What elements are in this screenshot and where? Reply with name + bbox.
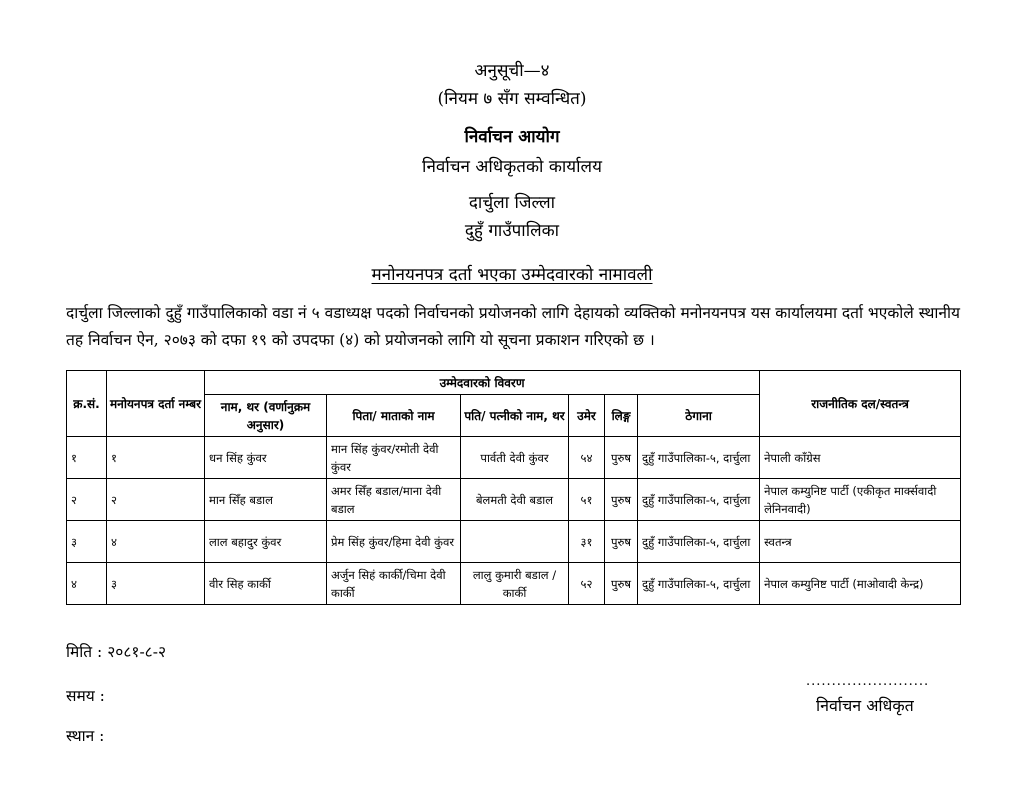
cell-reg-no: ४ [107,521,205,563]
cell-parents: अमर सिँह बडाल/माना देवी बडाल [327,479,461,521]
cell-spouse [461,521,569,563]
signature-line: ........................ [806,674,930,689]
cell-name: वीर सिह कार्की [205,563,327,605]
header-name: नाम, थर (वर्णानुक्रम अनुसार) [205,395,327,437]
office-name: निर्वाचन अधिकृतको कार्यालय [422,157,602,177]
footer-place: स्थान : [66,727,105,745]
cell-serial: ४ [67,563,107,605]
municipality-name: दुहुँ गाउँपालिका [464,221,560,241]
cell-name: मान सिँह बडाल [205,479,327,521]
cell-name: लाल बहादुर कुंवर [205,521,327,563]
header-address: ठेगाना [638,395,760,437]
cell-serial: ३ [67,521,107,563]
header-candidate-details: उम्मेदवारको विवरण [205,371,760,395]
list-title [0,262,1024,285]
cell-spouse: लालु कुमारी बडाल /कार्की [461,563,569,605]
header-gender: लिङ्ग [605,395,638,437]
header-parents: पिता/ माताको नाम [327,395,461,437]
cell-address: दुहुँ गाउँपालिका-५, दार्चुला [638,521,760,563]
candidates-table [66,370,961,605]
cell-reg-no: २ [107,479,205,521]
district-name: दार्चुला जिल्ला [468,193,556,213]
header-spouse: पति/ पत्नीको नाम, थर [461,395,569,437]
cell-party: नेपाल कम्युनिष्ट पार्टी (माओवादी केन्द्र) [760,563,961,605]
cell-spouse: बेलमती देवी बडाल [461,479,569,521]
cell-gender: पुरुष [605,563,638,605]
cell-serial: १ [67,437,107,479]
officer-title: निर्वाचन अधिकृत [816,696,914,715]
cell-parents: मान सिंह कुंवर/रमोती देवी कुंवर [327,437,461,479]
table-row [67,563,961,605]
cell-address: दुहुँ गाउँपालिका-५, दार्चुला [638,479,760,521]
header-serial: क्र.सं. [67,371,107,437]
cell-name: धन सिंह कुंवर [205,437,327,479]
cell-reg-no: १ [107,437,205,479]
header-age: उमेर [569,395,605,437]
cell-gender: पुरुष [605,479,638,521]
cell-parents: प्रेम सिंह कुंवर/हिमा देवी कुंवर [327,521,461,563]
footer-time: समय : [66,687,105,705]
cell-spouse: पार्वती देवी कुंवर [461,437,569,479]
header-party: राजनीतिक दल/स्वतन्त्र [760,371,961,437]
table-row [67,521,961,563]
cell-gender: पुरुष [605,521,638,563]
cell-age: ५१ [569,479,605,521]
cell-age: ५२ [569,563,605,605]
cell-party: नेपाली काँग्रेस [760,437,961,479]
cell-parents: अर्जुन सिहं कार्की/चिमा देवी कार्की [327,563,461,605]
cell-party: नेपाल कम्युनिष्ट पार्टी (एकीकृत मार्क्सवादी लेनिनवादी) [760,479,961,521]
cell-age: ३१ [569,521,605,563]
cell-reg-no: ३ [107,563,205,605]
rule-reference: (नियम ७ सँग सम्वन्धित) [437,89,587,109]
table-row [67,437,961,479]
cell-address: दुहुँ गाउँपालिका-५, दार्चुला [638,563,760,605]
table-row [67,479,961,521]
notice-paragraph: दार्चुला जिल्लाको दुहुँ गाउँपालिकाको वडा नं ५ वडाध्यक्ष पदको निर्वाचनको प्रयोजनको लागि देहायको व्यक्तिको मनोनयनपत्र यस कार्यालयमा दर्ता भएकोले स्थानीय तह निर्वाचन ऐन, २०७३ को दफा १९ को उपदफा (४) को प्रयोजनको लागि यो सूचना प्रकाशन गरिएको छ । [66,304,960,349]
cell-party: स्वतन्त्र [760,521,961,563]
commission-title: निर्वाचन आयोग [464,127,560,147]
cell-address: दुहुँ गाउँपालिका-५, दार्चुला [638,437,760,479]
schedule-label: अनुसूची—४ [474,61,550,81]
header-reg-no: मनोयनपत्र दर्ता नम्बर [107,371,205,437]
cell-gender: पुरुष [605,437,638,479]
list-title-text: मनोनयनपत्र दर्ता भएका उम्मेदवारको नामावली [371,265,653,285]
cell-serial: २ [67,479,107,521]
footer-date: मिति : २०८१-८-२ [66,643,167,661]
cell-age: ५४ [569,437,605,479]
